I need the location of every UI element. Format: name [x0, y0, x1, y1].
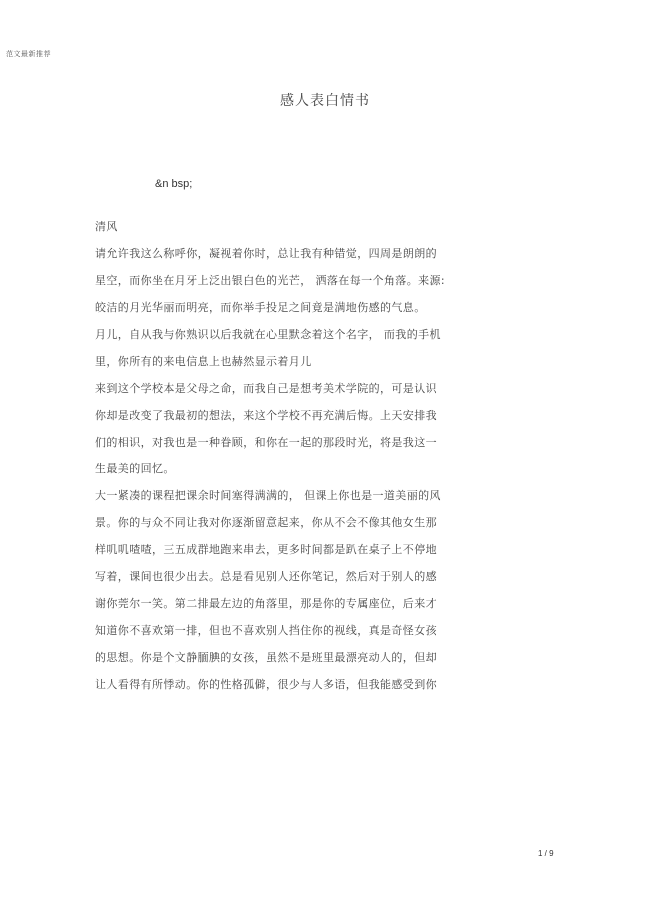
text-line: 里，你所有的来电信息上也赫然显示着月儿	[95, 354, 312, 368]
text-line: 皎洁的月光华丽而明亮，而你举手投足之间竟是满地伤感的气息。	[95, 300, 426, 314]
text-line: 谢你莞尔一笑。第二排最左边的角落里，那是你的专属座位，后来才	[95, 597, 437, 611]
page-number: 1 / 9	[538, 849, 554, 858]
text-line: 大一紧凑的课程把课余时间塞得满满的， 但课上你也是一道美丽的风	[95, 489, 441, 503]
text-line: 让人看得有所悸动。你的性格孤僻，很少与人多语，但我能感受到你	[95, 677, 437, 691]
header-note: 范文最新推荐	[6, 50, 51, 58]
text-line: 样叽叽喳喳，三五成群地跑来串去，更多时间都是趴在桌子上不停地	[95, 543, 437, 557]
text-line: 清风	[95, 220, 118, 233]
text-line: 写着，课间也很少出去。总是看见别人还你笔记，然后对于别人的感	[95, 570, 437, 584]
text-line: 的思想。你是个文静腼腆的女孩，虽然不是班里最漂亮动人的，但却	[95, 651, 437, 664]
text-line: 们的相识，对我也是一种眷顾，和你在一起的那段时光，将是我这一	[95, 435, 437, 449]
text-line: 来到这个学校本是父母之命，而我自己是想考美术学院的，可是认识	[95, 381, 437, 395]
body-text	[95, 214, 555, 699]
nbsp-artifact-text: &n bsp;	[155, 178, 193, 190]
text-line: 景。你的与众不同让我对你逐渐留意起来，你从不会不像其他女生那	[95, 516, 437, 530]
text-line: 星空，而你坐在月牙上泛出银白色的光芒， 洒落在每一个角落。来源:	[95, 273, 446, 287]
text-line: 请允许我这么称呼你，凝视着你时，总让我有种错觉，四周是朗朗的	[95, 246, 437, 260]
text-line: 生最美的回忆。	[95, 462, 175, 476]
document-title: 感人表白情书	[280, 93, 370, 109]
text-line: 月儿，自从我与你熟识以后我就在心里默念着这个名字， 而我的手机	[95, 327, 441, 341]
text-line: 你却是改变了我最初的想法，来这个学校不再充满后悔。上天安排我	[95, 408, 437, 422]
text-line: 知道你不喜欢第一排，但也不喜欢别人挡住你的视线，真是奇怪女孩	[95, 624, 437, 638]
